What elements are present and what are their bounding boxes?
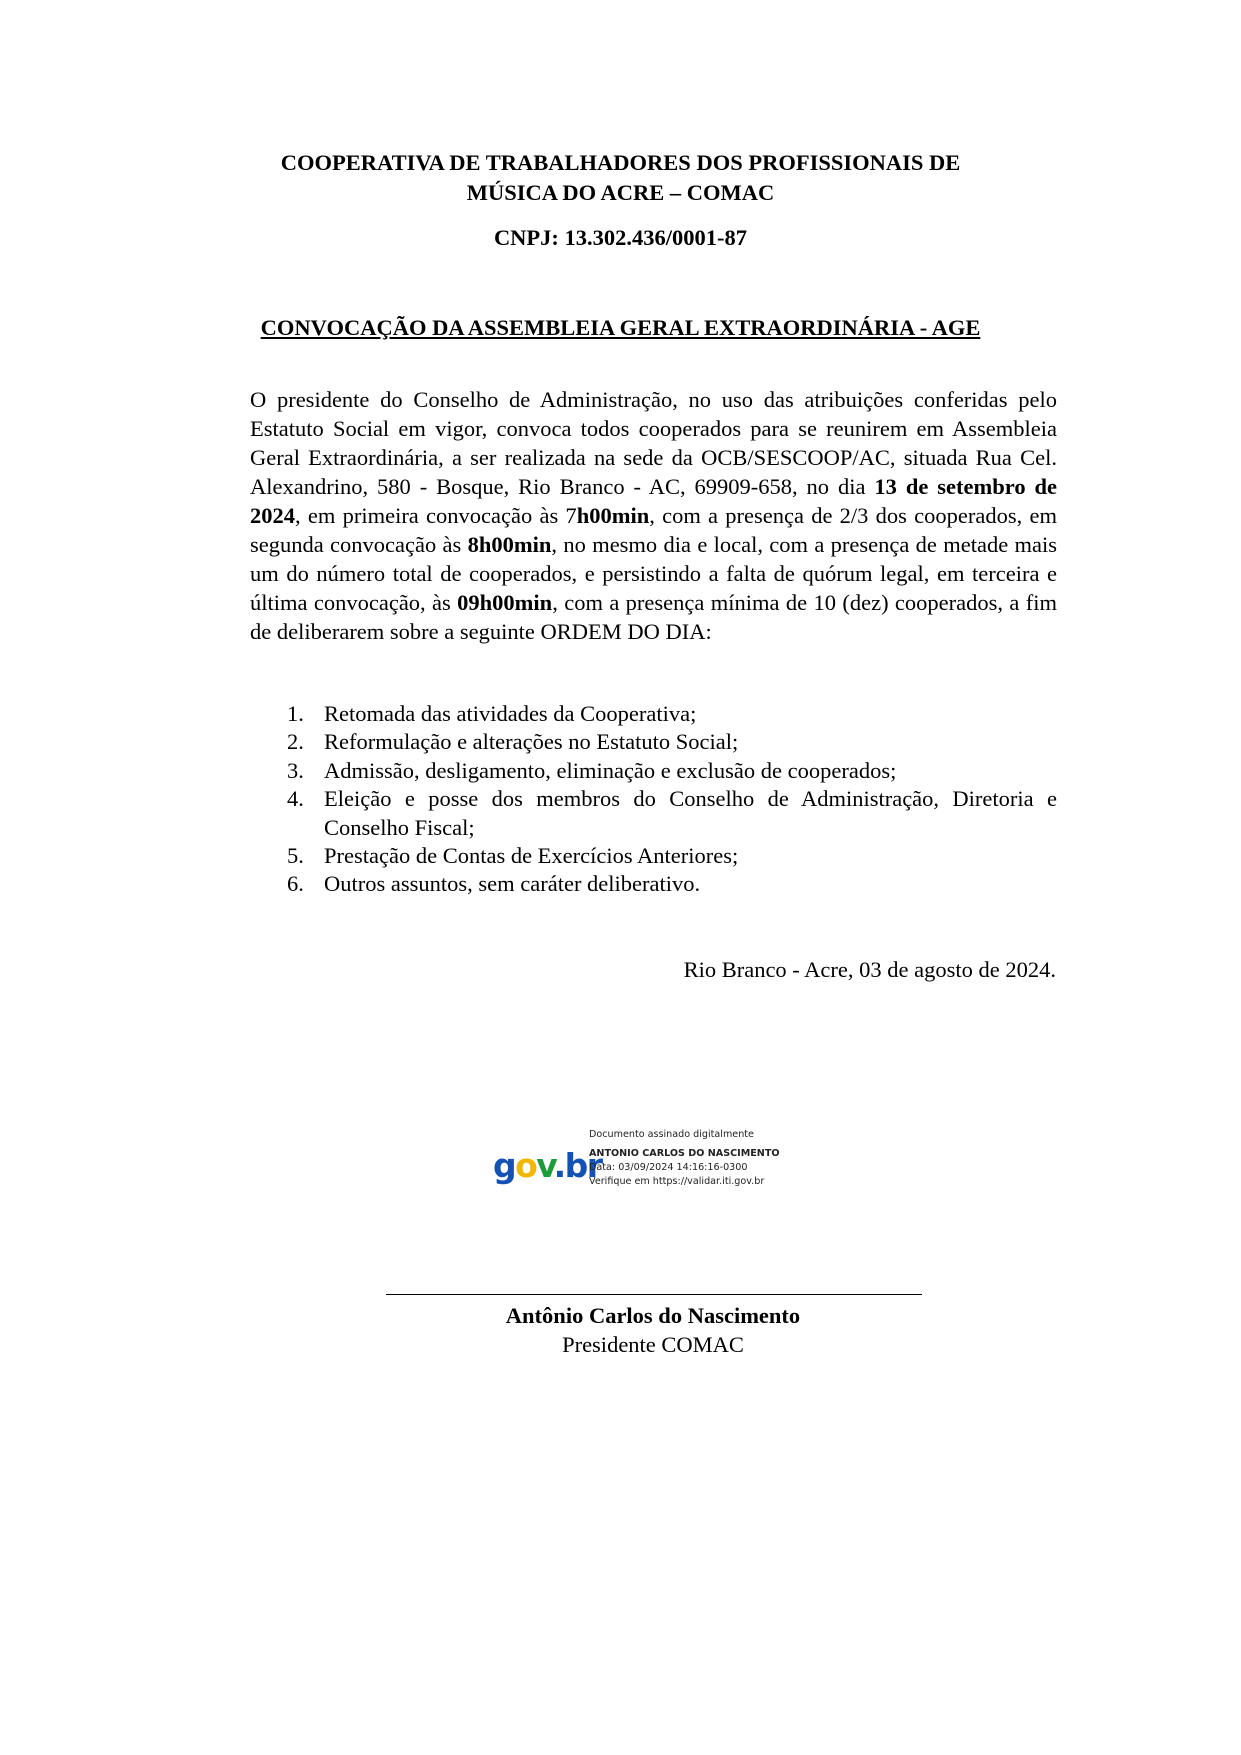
agenda-item [250,700,1057,728]
agenda-list [250,700,1057,899]
signer-name: Antônio Carlos do Nascimento [505,1303,801,1328]
signature-stamp-details [589,1128,780,1189]
agenda-item-text: Retomada das atividades da Cooperativa; [324,701,697,726]
svg-text:gov.br [493,1146,604,1185]
signer-role: Presidente COMAC [562,1332,744,1357]
agenda-item-number: 2. [287,729,304,755]
place-and-date: Rio Branco - Acre, 03 de agosto de 2024. [683,957,1056,982]
agenda-item-text: Eleição e posse dos membros do Conselho de Administração, Diretoria e Conselho Fiscal; [324,786,1057,840]
digital-signature-stamp [493,1122,813,1202]
organization-name-line-1: COOPERATIVA DE TRABALHADORES DOS PROFISSIONAIS DE [280,150,961,175]
agenda-item [250,870,1057,898]
govbr-logo-v: v [536,1146,554,1185]
paragraph-text: , com a presença de 2/3 dos cooperados, em segunda convocação às [250,503,1057,557]
stamp-verify-link[interactable]: Verifique em https://validar.iti.gov.br [589,1176,765,1187]
stamp-signing-date: Data: 03/09/2024 14:16:16-0300 [589,1162,748,1173]
second-call-time: 8h00min [467,532,552,557]
agenda-item [250,842,1057,870]
govbr-logo-dot: . [553,1146,565,1185]
stamp-heading: Documento assinado digitalmente [589,1129,754,1140]
agenda-item-text: Prestação de Contas de Exercícios Anteriores; [324,843,739,869]
govbr-logo-g: g [493,1146,516,1185]
agenda-item-text: Reformulação e alterações no Estatuto Social; [324,729,739,755]
document-title: CONVOCAÇÃO DA ASSEMBLEIA GERAL EXTRAORDINÁRIA - AGE [260,315,981,340]
third-call-time: 09h00min [457,590,553,615]
agenda-item-number: 5. [287,843,304,869]
agenda-item [250,785,1057,842]
govbr-logo-br: br [564,1146,602,1185]
cnpj-number: CNPJ: 13.302.436/0001-87 [493,225,748,250]
govbr-logo [493,1146,602,1186]
paragraph-text: , no mesmo dia e local, com a presença de metade mais um do número total de cooperados, e persistindo a falta de quórum legal, em terceira e última convocação, às [250,532,1058,615]
agenda-item-number: 4. [287,786,304,812]
agenda-item-text: Outros assuntos, sem caráter deliberativo. [324,871,701,897]
govbr-logo-o: o [515,1146,537,1185]
agenda-item-number: 1. [287,701,304,726]
first-call-time: h00min [576,503,650,528]
agenda-item-text: Admissão, desligamento, eliminação e exclusão de cooperados; [324,757,897,783]
paragraph-text: O presidente do Conselho de Administração, no uso das atribuições conferidas pelo Estatuto Social em vigor, convoca todos cooperados para se reunirem em Assembleia Geral Extraordinária, a ser realizada na sede da OCB/SESCOOP/AC, situada Rua Cel. Alexandrino, 580 - Bosque, Rio Branco - AC, 69909-658, no dia [250,387,1057,499]
agenda-item [250,728,1057,756]
stamp-signer-name: ANTONIO CARLOS DO NASCIMENTO [589,1148,780,1159]
paragraph-text: , em primeira convocação às 7 [295,503,577,528]
paragraph-text: , com a presença mínima de 10 (dez) cooperados, a fim de deliberarem sobre a seguinte ORDEM DO DIA: [250,590,1057,644]
agenda-item [250,757,1057,785]
agenda-item-number: 6. [287,871,304,897]
meeting-date: 13 de setembro de 2024 [250,474,1058,528]
organization-name-line-2: MÚSICA DO ACRE – COMAC [466,180,775,205]
convocation-paragraph [250,385,1057,646]
signature-line [386,1294,922,1295]
agenda-item-number: 3. [287,757,304,783]
